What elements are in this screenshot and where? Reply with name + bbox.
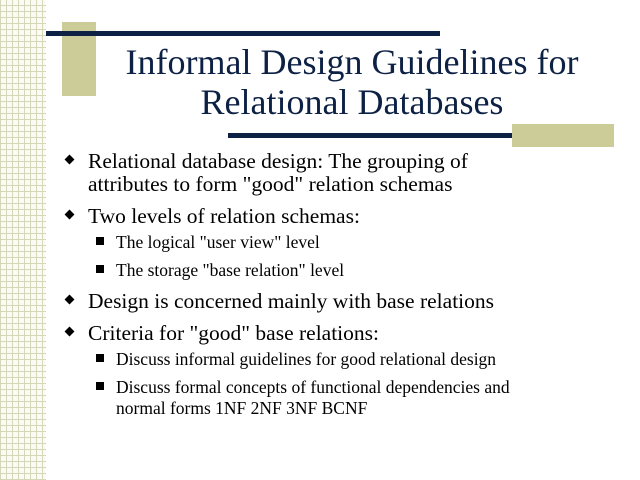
slide-title-line: Relational Databases — [200, 82, 504, 122]
sub-bullet-list — [88, 232, 624, 281]
bullet-text-line: Relational database design: The grouping of — [88, 149, 468, 173]
bullet-item — [64, 205, 624, 281]
bullet-item — [64, 290, 624, 313]
diamond-bullet-icon — [65, 210, 75, 220]
decor-line-top — [46, 31, 440, 36]
sub-bullet-text-line: The logical "user view" level — [116, 232, 320, 252]
bullet-text — [88, 205, 624, 228]
bullet-text-line: Design is concerned mainly with base relations — [88, 289, 495, 313]
bullet-list — [64, 150, 624, 428]
sub-bullet-list — [88, 349, 624, 419]
sub-bullet-text — [116, 232, 624, 253]
diamond-bullet-icon — [65, 327, 75, 337]
sub-bullet-text — [116, 377, 624, 419]
decor-block-horizontal — [512, 124, 614, 147]
sub-bullet-text — [116, 260, 624, 281]
bullet-text — [88, 150, 624, 196]
bullet-text-line: attributes to form "good" relation schemas — [88, 172, 453, 196]
bullet-text-line: Two levels of relation schemas: — [88, 204, 360, 228]
sub-bullet-item — [88, 377, 624, 419]
sub-bullet-item — [88, 232, 624, 253]
square-bullet-icon — [96, 265, 104, 273]
grid-pattern-strip — [0, 0, 46, 480]
slide-title-line: Informal Design Guidelines for — [125, 42, 579, 82]
sub-bullet-text-line: The storage "base relation" level — [116, 260, 345, 280]
diamond-bullet-icon — [65, 155, 75, 165]
bullet-item — [64, 150, 624, 196]
square-bullet-icon — [96, 382, 104, 390]
sub-bullet-text-line: Discuss formal concepts of functional dependencies and — [116, 377, 510, 397]
square-bullet-icon — [96, 237, 104, 245]
sub-bullet-text-line: normal forms 1NF 2NF 3NF BCNF — [116, 398, 368, 418]
sub-bullet-text-line: Discuss informal guidelines for good relational design — [116, 349, 497, 369]
bullet-text — [88, 290, 624, 313]
square-bullet-icon — [96, 354, 104, 362]
sub-bullet-text — [116, 349, 624, 370]
slide-title — [98, 42, 606, 122]
sub-bullet-item — [88, 260, 624, 281]
diamond-bullet-icon — [65, 295, 75, 305]
sub-bullet-item — [88, 349, 624, 370]
bullet-text-line: Criteria for "good" base relations: — [88, 321, 379, 345]
bullet-text — [88, 322, 624, 345]
bullet-item — [64, 322, 624, 419]
